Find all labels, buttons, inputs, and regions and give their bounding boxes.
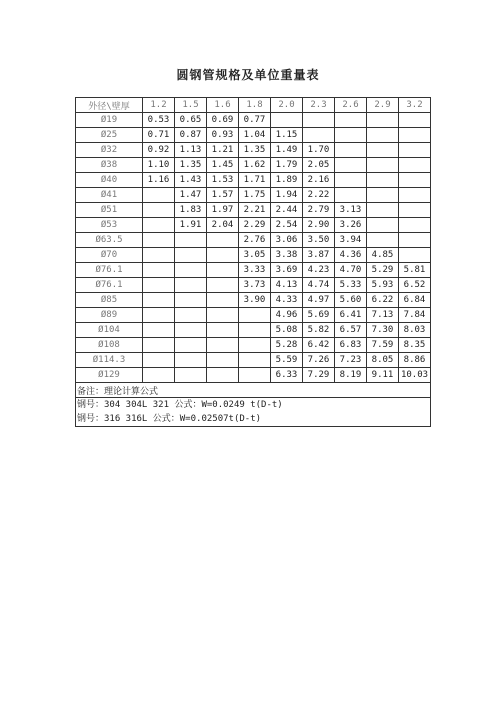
weight-cell	[207, 308, 239, 323]
weight-cell: 2.21	[239, 203, 271, 218]
weight-cell	[143, 203, 175, 218]
weight-cell	[271, 113, 303, 128]
weight-cell: 3.38	[271, 248, 303, 263]
weight-cell: 2.22	[303, 188, 335, 203]
weight-cell	[175, 308, 207, 323]
weight-cell	[399, 233, 431, 248]
formula-304: 钢号：304 304L 321 公式：W=0.0249 t(D-t)	[77, 400, 283, 410]
weight-cell: 1.45	[207, 158, 239, 173]
spec-table	[75, 97, 431, 427]
weight-cell	[175, 353, 207, 368]
weight-cell	[143, 263, 175, 278]
weight-cell	[399, 203, 431, 218]
weight-cell: 3.05	[239, 248, 271, 263]
weight-cell: 5.59	[271, 353, 303, 368]
weight-cell: 5.28	[271, 338, 303, 353]
weight-cell: 4.96	[271, 308, 303, 323]
weight-cell	[239, 353, 271, 368]
weight-cell	[399, 113, 431, 128]
page-title: 圆钢管规格及单位重量表	[176, 68, 320, 82]
weight-cell	[175, 293, 207, 308]
weight-cell	[175, 233, 207, 248]
weight-cell: 6.22	[367, 293, 399, 308]
weight-cell: 0.69	[207, 113, 239, 128]
weight-cell: 1.21	[207, 143, 239, 158]
weight-cell	[143, 218, 175, 233]
weight-cell	[335, 158, 367, 173]
weight-cell	[367, 203, 399, 218]
weight-cell: 4.36	[335, 248, 367, 263]
weight-cell	[207, 248, 239, 263]
weight-cell: 2.05	[303, 158, 335, 173]
formula-cell	[76, 398, 431, 427]
weight-cell: 3.87	[303, 248, 335, 263]
weight-cell	[239, 323, 271, 338]
header-thickness-cell: 1.2	[143, 98, 175, 113]
weight-cell: 1.43	[175, 173, 207, 188]
weight-cell	[367, 113, 399, 128]
weight-cell: 5.33	[335, 278, 367, 293]
table-row	[76, 113, 431, 128]
weight-cell	[335, 173, 367, 188]
weight-cell	[335, 113, 367, 128]
weight-cell	[143, 293, 175, 308]
weight-cell: 4.70	[335, 263, 367, 278]
diameter-cell: Ø38	[76, 158, 143, 173]
weight-cell	[399, 143, 431, 158]
diameter-cell: Ø85	[76, 293, 143, 308]
weight-cell: 7.26	[303, 353, 335, 368]
weight-cell: 6.42	[303, 338, 335, 353]
weight-cell	[143, 233, 175, 248]
weight-cell: 7.29	[303, 368, 335, 383]
weight-cell	[239, 368, 271, 383]
table-row	[76, 128, 431, 143]
weight-cell: 3.33	[239, 263, 271, 278]
weight-cell	[143, 368, 175, 383]
diameter-cell: Ø53	[76, 218, 143, 233]
weight-cell: 7.84	[399, 308, 431, 323]
weight-cell: 2.76	[239, 233, 271, 248]
weight-cell: 4.97	[303, 293, 335, 308]
weight-cell: 1.10	[143, 158, 175, 173]
weight-cell: 4.85	[367, 248, 399, 263]
weight-cell: 8.05	[367, 353, 399, 368]
weight-cell: 1.70	[303, 143, 335, 158]
weight-cell: 3.13	[335, 203, 367, 218]
weight-cell	[399, 188, 431, 203]
weight-cell: 3.73	[239, 278, 271, 293]
weight-cell	[175, 338, 207, 353]
weight-cell	[207, 338, 239, 353]
weight-cell	[367, 143, 399, 158]
weight-cell: 1.62	[239, 158, 271, 173]
diameter-cell: Ø70	[76, 248, 143, 263]
weight-cell: 2.90	[303, 218, 335, 233]
header-thickness-cell: 1.6	[207, 98, 239, 113]
header-thickness-cell: 2.9	[367, 98, 399, 113]
table-row	[76, 188, 431, 203]
weight-cell	[367, 233, 399, 248]
weight-cell: 7.13	[367, 308, 399, 323]
weight-cell: 4.74	[303, 278, 335, 293]
weight-cell	[239, 308, 271, 323]
weight-cell: 3.06	[271, 233, 303, 248]
table-row	[76, 233, 431, 248]
header-thickness-cell: 2.3	[303, 98, 335, 113]
table-row	[76, 203, 431, 218]
weight-cell: 1.35	[239, 143, 271, 158]
weight-cell: 1.47	[175, 188, 207, 203]
header-thickness-cell: 3.2	[399, 98, 431, 113]
weight-cell	[143, 338, 175, 353]
diameter-cell: Ø104	[76, 323, 143, 338]
weight-cell: 10.03	[399, 368, 431, 383]
weight-cell: 9.11	[367, 368, 399, 383]
weight-cell	[175, 263, 207, 278]
diameter-cell: Ø41	[76, 188, 143, 203]
weight-cell	[175, 248, 207, 263]
header-thickness-cell: 1.5	[175, 98, 207, 113]
weight-cell	[399, 173, 431, 188]
weight-cell: 6.84	[399, 293, 431, 308]
weight-cell	[303, 113, 335, 128]
table-row	[76, 278, 431, 293]
diameter-cell: Ø25	[76, 128, 143, 143]
weight-cell: 5.08	[271, 323, 303, 338]
weight-cell: 5.82	[303, 323, 335, 338]
weight-cell: 8.35	[399, 338, 431, 353]
weight-cell: 5.81	[399, 263, 431, 278]
weight-cell	[335, 128, 367, 143]
table-row	[76, 293, 431, 308]
weight-cell: 1.75	[239, 188, 271, 203]
weight-cell	[207, 263, 239, 278]
diameter-cell: Ø32	[76, 143, 143, 158]
weight-cell: 6.57	[335, 323, 367, 338]
formula-316: 钢号：316 316L 公式：W=0.02507t(D-t)	[77, 414, 262, 424]
weight-cell: 7.30	[367, 323, 399, 338]
weight-cell: 1.94	[271, 188, 303, 203]
weight-cell: 0.93	[207, 128, 239, 143]
header-thickness-cell: 2.6	[335, 98, 367, 113]
weight-cell	[175, 368, 207, 383]
diameter-cell: Ø89	[76, 308, 143, 323]
weight-cell	[399, 158, 431, 173]
weight-cell	[175, 278, 207, 293]
formula-row	[76, 398, 431, 427]
weight-cell: 2.44	[271, 203, 303, 218]
weight-cell: 2.79	[303, 203, 335, 218]
table-row	[76, 173, 431, 188]
diameter-cell: Ø19	[76, 113, 143, 128]
weight-cell	[239, 338, 271, 353]
weight-cell: 1.49	[271, 143, 303, 158]
table-row	[76, 218, 431, 233]
weight-cell: 7.59	[367, 338, 399, 353]
weight-cell	[399, 218, 431, 233]
weight-cell	[367, 218, 399, 233]
weight-cell: 1.53	[207, 173, 239, 188]
weight-cell: 2.29	[239, 218, 271, 233]
weight-cell: 8.03	[399, 323, 431, 338]
weight-cell: 3.26	[335, 218, 367, 233]
weight-cell: 1.79	[271, 158, 303, 173]
weight-cell: 1.71	[239, 173, 271, 188]
weight-cell: 4.13	[271, 278, 303, 293]
weight-cell	[143, 278, 175, 293]
weight-cell	[303, 128, 335, 143]
diameter-cell: Ø114.3	[76, 353, 143, 368]
weight-cell: 3.94	[335, 233, 367, 248]
weight-cell: 6.52	[399, 278, 431, 293]
weight-cell: 5.69	[303, 308, 335, 323]
weight-cell: 8.19	[335, 368, 367, 383]
weight-cell	[399, 248, 431, 263]
weight-cell: 1.13	[175, 143, 207, 158]
weight-cell: 1.97	[207, 203, 239, 218]
weight-cell	[207, 368, 239, 383]
weight-cell	[143, 323, 175, 338]
weight-cell: 3.50	[303, 233, 335, 248]
header-row	[76, 98, 431, 113]
weight-cell: 4.33	[271, 293, 303, 308]
weight-cell: 0.71	[143, 128, 175, 143]
weight-cell	[207, 293, 239, 308]
weight-cell: 6.41	[335, 308, 367, 323]
weight-cell: 0.53	[143, 113, 175, 128]
table-row	[76, 248, 431, 263]
diameter-cell: Ø51	[76, 203, 143, 218]
weight-cell	[367, 188, 399, 203]
weight-cell: 5.29	[367, 263, 399, 278]
weight-cell: 5.93	[367, 278, 399, 293]
diameter-cell: Ø76.1	[76, 263, 143, 278]
diameter-cell: Ø129	[76, 368, 143, 383]
weight-cell: 6.83	[335, 338, 367, 353]
weight-cell: 1.83	[175, 203, 207, 218]
weight-cell	[207, 233, 239, 248]
weight-cell	[143, 188, 175, 203]
diameter-cell: Ø40	[76, 173, 143, 188]
remark-text: 备注：理论计算公式	[76, 383, 431, 398]
weight-cell	[335, 143, 367, 158]
weight-cell	[143, 308, 175, 323]
diameter-cell: Ø63.5	[76, 233, 143, 248]
table-row	[76, 308, 431, 323]
weight-cell: 5.60	[335, 293, 367, 308]
table-row	[76, 368, 431, 383]
header-corner-cell: 外径\壁厚	[76, 98, 143, 113]
header-thickness-cell: 2.0	[271, 98, 303, 113]
weight-cell: 6.33	[271, 368, 303, 383]
weight-cell: 7.23	[335, 353, 367, 368]
header-thickness-cell: 1.8	[239, 98, 271, 113]
weight-cell	[367, 173, 399, 188]
table-row	[76, 263, 431, 278]
weight-cell: 0.92	[143, 143, 175, 158]
weight-cell: 8.86	[399, 353, 431, 368]
weight-cell	[143, 353, 175, 368]
weight-cell: 3.69	[271, 263, 303, 278]
weight-cell: 2.04	[207, 218, 239, 233]
diameter-cell: Ø108	[76, 338, 143, 353]
table-row	[76, 353, 431, 368]
weight-cell: 1.35	[175, 158, 207, 173]
remark-row	[76, 383, 431, 398]
weight-cell: 0.87	[175, 128, 207, 143]
weight-cell: 3.90	[239, 293, 271, 308]
weight-cell	[175, 323, 207, 338]
weight-cell: 4.23	[303, 263, 335, 278]
weight-cell: 1.57	[207, 188, 239, 203]
weight-cell	[207, 353, 239, 368]
weight-cell: 1.16	[143, 173, 175, 188]
weight-cell: 1.15	[271, 128, 303, 143]
weight-cell: 0.77	[239, 113, 271, 128]
weight-cell: 1.04	[239, 128, 271, 143]
weight-cell	[367, 158, 399, 173]
weight-cell: 2.16	[303, 173, 335, 188]
table-row	[76, 143, 431, 158]
weight-cell	[143, 248, 175, 263]
weight-cell: 2.54	[271, 218, 303, 233]
weight-cell	[367, 128, 399, 143]
table-row	[76, 338, 431, 353]
weight-cell: 0.65	[175, 113, 207, 128]
weight-cell	[207, 278, 239, 293]
table-row	[76, 158, 431, 173]
weight-cell: 1.91	[175, 218, 207, 233]
weight-cell: 1.89	[271, 173, 303, 188]
weight-cell	[207, 323, 239, 338]
weight-cell	[399, 128, 431, 143]
weight-cell	[335, 188, 367, 203]
diameter-cell: Ø76.1	[76, 278, 143, 293]
table-row	[76, 323, 431, 338]
